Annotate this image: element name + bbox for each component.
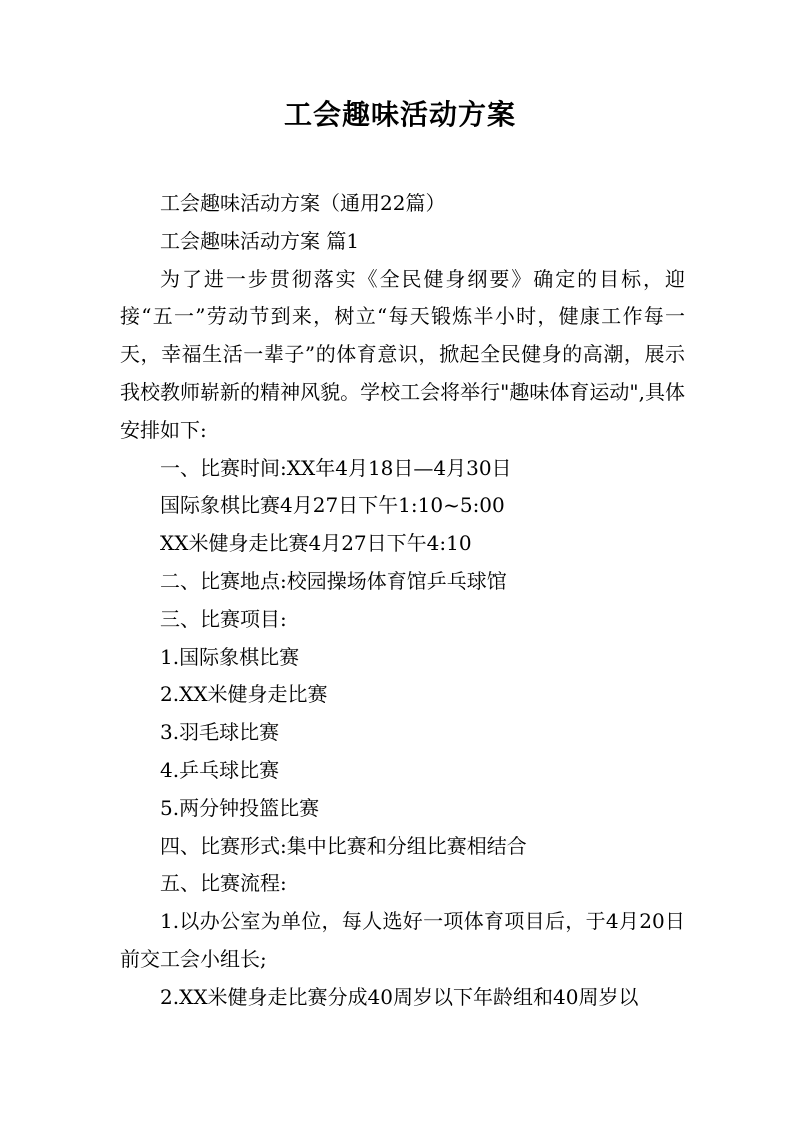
paragraph-walk-time: XX米健身走比赛4月27日下午4:10 [160,531,472,556]
paragraph-events-heading: 三、比赛项目: [160,606,287,631]
list-item: 5.两分钟投篮比赛 [160,795,320,820]
list-item: 3.羽毛球比赛 [160,720,280,745]
paragraph-venue: 二、比赛地点:校园操场体育馆乒乓球馆 [160,568,507,593]
document-body [120,185,685,1017]
paragraph-time: 一、比赛时间:XX年4月18日—4月30日 [160,455,512,480]
list-item: 1.国际象棋比赛 [160,644,300,669]
paragraph-intro: 为了进一步贯彻落实《全民健身纲要》确定的目标，迎接“五一”劳动节到来，树立“每天锻炼半小时，健康工作每一天，幸福生活一辈子”的体育意识，掀起全民健身的高潮，展示我校教师崭新的精神风貌。学校工会将举行"趣味体育运动",具体安排如下: [120,266,685,442]
paragraph-subtitle: 工会趣味活动方案（通用22篇） [160,191,446,215]
paragraph-chess-time: 国际象棋比赛4月27日下午1:10~5:00 [160,493,505,518]
paragraph-format: 四、比赛形式:集中比赛和分组比赛相结合 [160,833,527,858]
list-item: 2.XX米健身走比赛分成40周岁以下年龄组和40周岁以 [160,984,639,1009]
list-item: 4.乒乓球比赛 [160,757,280,782]
document-title: 工会趣味活动方案 [283,98,516,131]
list-item: 2.XX米健身走比赛 [160,682,328,707]
paragraph-section-heading: 工会趣味活动方案 篇1 [160,228,360,253]
paragraph-process-heading: 五、比赛流程: [160,871,287,896]
list-item: 1.以办公室为单位，每人选好一项体育项目后，于4月20日前交工会小组长; [120,909,685,971]
